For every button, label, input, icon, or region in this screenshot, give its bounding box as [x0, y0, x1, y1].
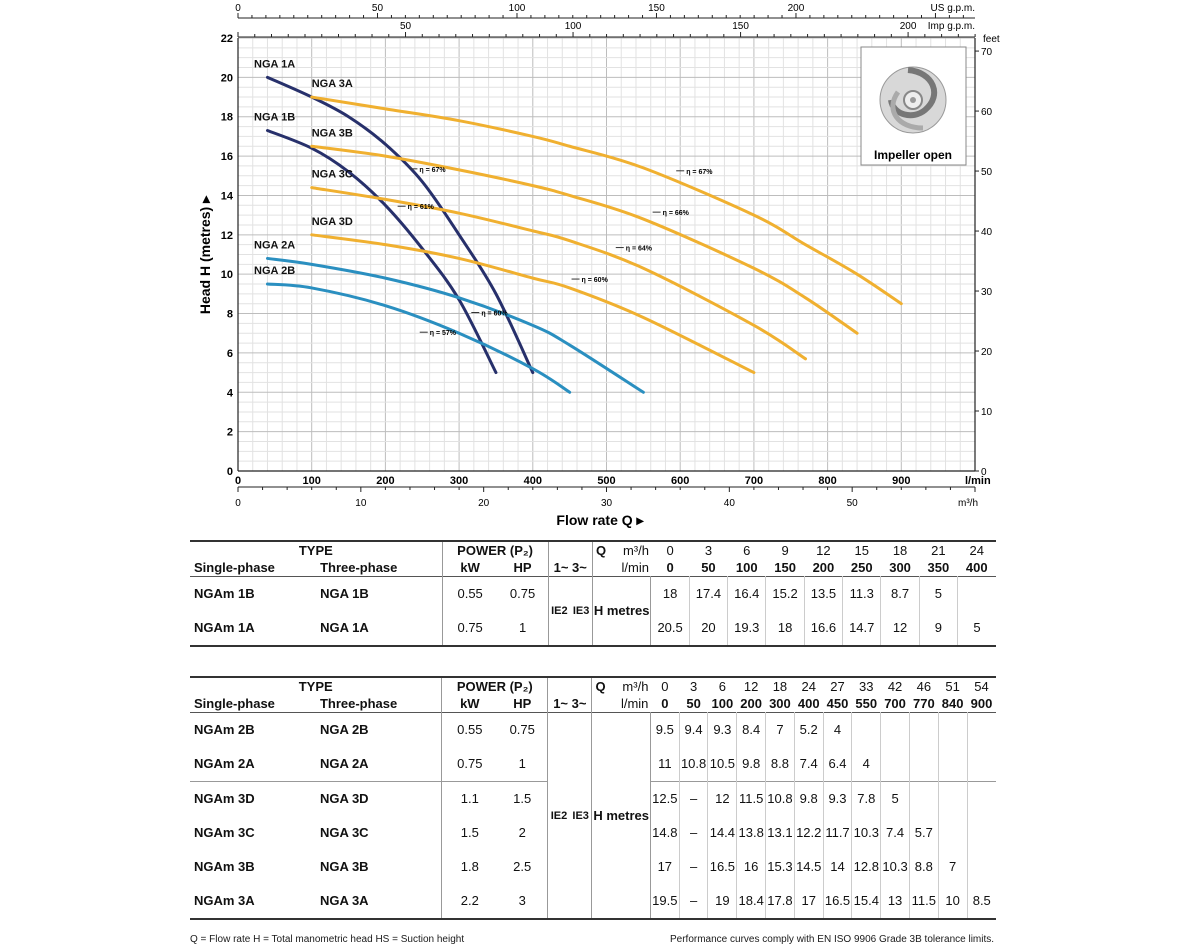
model-single: NGAm 3D	[194, 791, 255, 806]
m3h-value: 3	[704, 543, 713, 558]
ie2-label: IE2	[548, 577, 570, 647]
y-tick-label: 6	[226, 347, 233, 360]
model-single: NGAm 3B	[194, 859, 255, 874]
model-three: NGA 3D	[319, 791, 369, 806]
m3h-value: 12	[743, 679, 759, 694]
us-gpm-tick-label: 150	[648, 3, 665, 14]
head-value: 16.5	[823, 884, 852, 919]
lmin-value: 0	[661, 696, 669, 711]
head-value: 9.8	[794, 782, 823, 817]
model-three: NGA 3C	[319, 825, 369, 840]
head-value	[958, 577, 996, 612]
head-value: 16.4	[728, 577, 766, 612]
head-value	[938, 747, 967, 782]
lmin-unit: l/min	[965, 475, 991, 487]
head-value: 9.3	[708, 713, 737, 748]
ie2-label: IE2	[548, 713, 570, 920]
power-kw: 1.5	[442, 816, 497, 850]
imp-gpm-unit: Imp g.p.m.	[927, 21, 975, 32]
lmin-value: 700	[884, 696, 906, 711]
power-hp: 2	[518, 825, 526, 840]
y-tick-label: 22	[220, 33, 233, 45]
y-tick-label: 20	[220, 72, 233, 85]
head-value	[967, 850, 996, 884]
head-value: 19	[708, 884, 737, 919]
power-kw: 2.2	[442, 884, 497, 919]
head-value: 11.3	[843, 577, 881, 612]
x-tick-label: 0	[234, 475, 242, 487]
power-kw: 0.55	[442, 577, 497, 612]
feet-tick-label: 0	[981, 467, 987, 478]
head-value: 9.5	[650, 713, 679, 748]
head-value: 15.2	[766, 577, 804, 612]
head-value: –	[679, 850, 708, 884]
head-value: 10	[938, 884, 967, 919]
series-label-nga-1a: NGA 1A	[254, 58, 296, 71]
power-hp: 2.5	[513, 859, 532, 874]
lmin-value: 0	[666, 560, 674, 575]
head-value	[938, 713, 967, 748]
head-value	[967, 782, 996, 817]
head-value: 6.4	[823, 747, 852, 782]
y-tick-label: 0	[226, 466, 233, 478]
table-row	[190, 577, 996, 612]
series-label-nga-3c: NGA 3C	[311, 168, 353, 181]
head-value: 5.2	[794, 713, 823, 748]
head-value: 17	[650, 850, 679, 884]
head-value: 7	[766, 713, 795, 748]
efficiency-label: η = 60%	[481, 310, 508, 318]
lmin-value: 300	[889, 560, 911, 575]
three-phase-header: Three-phase	[320, 560, 398, 575]
lmin-value: 400	[965, 560, 988, 575]
model-three: NGA 1A	[320, 620, 369, 635]
model-single: NGAm 1A	[194, 620, 255, 635]
head-value: 10.3	[881, 850, 910, 884]
x-tick-label: 100	[302, 475, 321, 487]
head-value: 16.5	[708, 850, 737, 884]
head-value: 11.5	[909, 884, 938, 919]
m3h-value: 0	[666, 543, 674, 558]
m3h-value: 9	[781, 543, 789, 558]
head-value: 5	[958, 611, 996, 646]
power-header: POWER (P₂)	[442, 541, 548, 559]
head-value: 9	[919, 611, 957, 646]
head-value	[909, 747, 938, 782]
series-label-nga-3d: NGA 3D	[311, 215, 353, 228]
imp-gpm-tick-label: 100	[564, 21, 582, 32]
head-value: 19.3	[728, 611, 766, 646]
m3h-value: 24	[801, 679, 816, 694]
type-header: TYPE	[298, 543, 333, 558]
series-label-nga-1b: NGA 1B	[254, 111, 296, 124]
performance-table-2	[190, 676, 996, 920]
head-value: 12.8	[852, 850, 881, 884]
head-value: –	[679, 782, 708, 817]
head-value: –	[679, 816, 708, 850]
phase-header: 1~ 3~	[553, 560, 587, 575]
head-value: 10.3	[852, 816, 881, 850]
m3h-value: 21	[931, 543, 946, 558]
head-value: 20.5	[651, 611, 689, 646]
head-value: 9.8	[737, 747, 766, 782]
type-header: TYPE	[298, 679, 333, 694]
head-value: 8.8	[766, 747, 795, 782]
model-single: NGAm 2A	[194, 756, 255, 771]
lmin-value: 100	[735, 560, 758, 575]
head-value: 8.4	[737, 713, 766, 748]
model-single: NGAm 2B	[194, 722, 255, 737]
us-gpm-unit: US g.p.m.	[930, 3, 975, 14]
head-value	[881, 747, 910, 782]
model-single: NGAm 3A	[194, 893, 255, 908]
m3h-value: 12	[816, 543, 831, 558]
lmin-value: 350	[927, 560, 950, 575]
head-value: 12	[708, 782, 737, 817]
impeller-icon	[880, 67, 946, 133]
lmin-value: 450	[826, 696, 849, 711]
lmin-value: 840	[941, 696, 964, 711]
y-tick-label: 18	[220, 111, 233, 124]
m3h-value: 46	[916, 679, 932, 694]
x-tick-label: 200	[376, 475, 395, 487]
head-value: 12.2	[794, 816, 823, 850]
lmin-value: 400	[797, 696, 820, 711]
feet-tick-label: 40	[981, 227, 993, 239]
head-value: 8.5	[967, 884, 996, 919]
lmin-value: 200	[812, 560, 835, 575]
series-label-nga-3a: NGA 3A	[311, 78, 353, 91]
head-value: 15.4	[852, 884, 881, 919]
phase-header: 1~ 3~	[553, 696, 587, 711]
feet-tick-label: 60	[981, 107, 993, 119]
feet-tick-label: 70	[981, 47, 993, 59]
m3h-value: 24	[969, 543, 985, 558]
performance-table-1	[190, 540, 996, 647]
lmin-value: 150	[774, 560, 796, 575]
model-three: NGA 2A	[319, 756, 369, 771]
head-value: 13.8	[737, 816, 766, 850]
x-tick-label: 400	[523, 475, 542, 487]
series-line-nga-3b	[312, 146, 857, 333]
head-value: 14	[823, 850, 852, 884]
x-tick-label: 500	[597, 475, 616, 487]
head-value: 5.7	[909, 816, 938, 850]
head-value: 11	[650, 747, 679, 782]
m3h-unit: m³/h	[958, 498, 978, 509]
power-kw: 0.75	[442, 747, 497, 782]
hp-header: HP	[513, 560, 532, 575]
feet-tick-label: 10	[981, 407, 993, 419]
impeller-label: Impeller open	[873, 148, 953, 162]
x-axis-title: Flow rate Q ▸	[556, 512, 644, 528]
m3h-value: 6	[718, 679, 726, 694]
head-value: 9.3	[823, 782, 852, 817]
power-kw: 0.55	[442, 713, 497, 748]
power-hp: 1.5	[513, 791, 532, 806]
y-tick-label: 14	[220, 190, 233, 203]
m3h-tick-label: 30	[600, 498, 613, 509]
power-header: POWER (P₂)	[442, 677, 548, 695]
hp-header: HP	[513, 696, 532, 711]
head-value: 18	[651, 577, 689, 612]
m3h-value: 0	[661, 679, 669, 694]
lmin-value: 100	[711, 696, 734, 711]
efficiency-label: η = 61%	[407, 204, 434, 212]
model-single: NGAm 1B	[194, 586, 255, 601]
y-tick-label: 12	[220, 229, 233, 242]
ie3-label: IE3	[572, 605, 590, 617]
model-single: NGAm 3C	[194, 825, 255, 840]
m3h-tick-label: 50	[846, 498, 858, 509]
head-value: 14.8	[650, 816, 679, 850]
head-value: 14.7	[843, 611, 881, 646]
lmin-unit: l/min	[621, 560, 649, 575]
us-gpm-tick-label: 100	[508, 3, 526, 14]
head-value: 5	[881, 782, 910, 817]
head-value: 8.7	[881, 577, 919, 612]
three-phase-header: Three-phase	[319, 696, 398, 711]
head-value: 7.4	[794, 747, 823, 782]
series-label-nga-2a: NGA 2A	[254, 239, 296, 252]
efficiency-label: η = 60%	[581, 277, 608, 285]
y-axis-title: Head H (metres) ▸	[197, 195, 213, 315]
head-value: 12	[881, 611, 919, 646]
head-value: 13	[881, 884, 910, 919]
single-phase-header: Single-phase	[194, 696, 275, 711]
head-value	[909, 782, 938, 817]
head-value: 5	[919, 577, 957, 612]
head-value: 10.5	[708, 747, 737, 782]
ie3-label: IE3	[572, 809, 589, 822]
head-value	[967, 713, 996, 748]
m3h-unit: m³/h	[622, 679, 649, 694]
feet-tick-label: 50	[981, 167, 993, 179]
head-value: 17.8	[766, 884, 795, 919]
head-value	[938, 816, 967, 850]
head-value: 8.8	[909, 850, 938, 884]
lmin-unit: l/min	[620, 696, 649, 711]
efficiency-label: η = 57%	[429, 330, 456, 338]
head-value: 13.5	[804, 577, 842, 612]
y-tick-label: 16	[220, 151, 233, 164]
head-value: –	[679, 884, 708, 919]
us-gpm-tick-label: 200	[787, 3, 805, 14]
head-value	[852, 713, 881, 748]
head-value: 15.3	[766, 850, 795, 884]
x-tick-label: 700	[744, 475, 764, 487]
x-tick-label: 900	[892, 475, 911, 487]
head-value: 11.7	[823, 816, 852, 850]
footer-note: Performance curves comply with EN ISO 9906 Grade 3B tolerance limits.	[670, 934, 995, 945]
m3h-value: 18	[772, 679, 788, 694]
feet-tick-label: 20	[981, 347, 993, 359]
model-three: NGA 1B	[320, 586, 369, 601]
feet-tick-label: 30	[981, 287, 993, 299]
head-value: 13.1	[766, 816, 795, 850]
m3h-tick-label: 20	[478, 498, 490, 509]
head-value: 9.4	[679, 713, 708, 748]
series-line-nga-2b	[267, 284, 569, 392]
head-value: 16.6	[804, 611, 842, 646]
kw-header: kW	[442, 695, 497, 713]
single-phase-header: Single-phase	[194, 560, 275, 575]
power-hp: 1	[518, 620, 527, 635]
m3h-value: 15	[854, 543, 869, 558]
m3h-value: 42	[887, 679, 903, 694]
efficiency-label: η = 66%	[662, 210, 689, 218]
head-value: 18	[766, 611, 804, 646]
head-value: 14.4	[708, 816, 737, 850]
h-metres-label: H metres	[593, 603, 650, 618]
head-value: 10.8	[766, 782, 795, 817]
h-metres-label: H metres	[592, 713, 650, 920]
y-tick-label: 10	[220, 269, 233, 282]
model-three: NGA 3B	[319, 859, 369, 874]
kw-header: kW	[442, 559, 497, 577]
head-value: 16	[737, 850, 766, 884]
x-tick-label: 600	[671, 475, 690, 487]
model-three: NGA 2B	[319, 722, 369, 737]
head-value: 7.4	[881, 816, 910, 850]
series-label-nga-3b: NGA 3B	[311, 127, 353, 140]
head-value: 12.5	[650, 782, 679, 817]
m3h-value: 51	[945, 679, 960, 694]
power-kw: 0.75	[442, 611, 497, 646]
series-line-nga-1b	[267, 131, 495, 373]
head-value: 10.8	[679, 747, 708, 782]
imp-gpm-tick-label: 50	[399, 21, 412, 32]
head-value: 20	[689, 611, 727, 646]
table-row	[190, 713, 996, 748]
head-value	[881, 713, 910, 748]
power-hp: 0.75	[509, 722, 535, 737]
us-gpm-tick-label: 50	[371, 3, 384, 14]
imp-gpm-tick-label: 200	[899, 21, 917, 32]
m3h-value: 33	[859, 679, 874, 694]
power-kw: 1.1	[442, 782, 497, 817]
q-header: Q	[595, 543, 607, 558]
lmin-value: 50	[701, 560, 716, 575]
efficiency-label: η = 64%	[625, 245, 653, 253]
head-value	[967, 747, 996, 782]
m3h-value: 18	[892, 543, 908, 558]
x-tick-label: 800	[818, 475, 837, 487]
feet-unit: feet	[983, 34, 1000, 45]
head-value: 11.5	[737, 782, 766, 817]
head-value: 4	[823, 713, 852, 748]
lmin-value: 250	[850, 560, 873, 575]
m3h-tick-label: 40	[723, 498, 735, 509]
m3h-value: 3	[689, 679, 698, 694]
efficiency-label: η = 67%	[419, 166, 446, 174]
x-tick-label: 300	[449, 475, 469, 487]
footer-legend: Q = Flow rate H = Total manometric head HS = Suction height	[190, 934, 465, 945]
y-tick-label: 4	[226, 387, 233, 400]
head-value	[909, 713, 938, 748]
y-tick-label: 2	[226, 426, 233, 439]
head-value	[967, 816, 996, 850]
head-value: 19.5	[650, 884, 679, 919]
head-value: 17.4	[689, 577, 727, 612]
efficiency-label: η = 67%	[686, 168, 713, 176]
lmin-value: 50	[686, 696, 701, 711]
m3h-tick-label: 0	[235, 498, 241, 509]
y-tick-label: 8	[226, 308, 233, 321]
power-hp: 3	[518, 893, 526, 908]
us-gpm-tick-label: 0	[235, 3, 241, 14]
model-three: NGA 3A	[319, 893, 369, 908]
head-value: 18.4	[737, 884, 766, 919]
power-hp: 1	[518, 756, 526, 771]
impeller-legend-box	[861, 47, 966, 165]
lmin-value: 550	[855, 696, 878, 711]
m3h-value: 54	[974, 679, 989, 694]
lmin-value: 200	[740, 696, 762, 711]
lmin-value: 300	[769, 696, 791, 711]
m3h-value: 27	[830, 679, 845, 694]
m3h-unit: m³/h	[622, 543, 649, 558]
imp-gpm-tick-label: 150	[732, 21, 749, 32]
lmin-value: 770	[912, 696, 935, 711]
head-value: 7	[938, 850, 967, 884]
head-value: 14.5	[794, 850, 823, 884]
head-value: 17	[794, 884, 823, 919]
head-value: 4	[852, 747, 881, 782]
m3h-value: 6	[743, 543, 751, 558]
series-label-nga-2b: NGA 2B	[254, 265, 296, 278]
power-hp: 0.75	[509, 586, 536, 601]
head-value	[938, 782, 967, 817]
lmin-value: 900	[970, 696, 993, 711]
head-value: 7.8	[852, 782, 881, 817]
power-kw: 1.8	[442, 850, 497, 884]
q-header: Q	[595, 679, 606, 694]
m3h-tick-label: 10	[355, 498, 367, 509]
